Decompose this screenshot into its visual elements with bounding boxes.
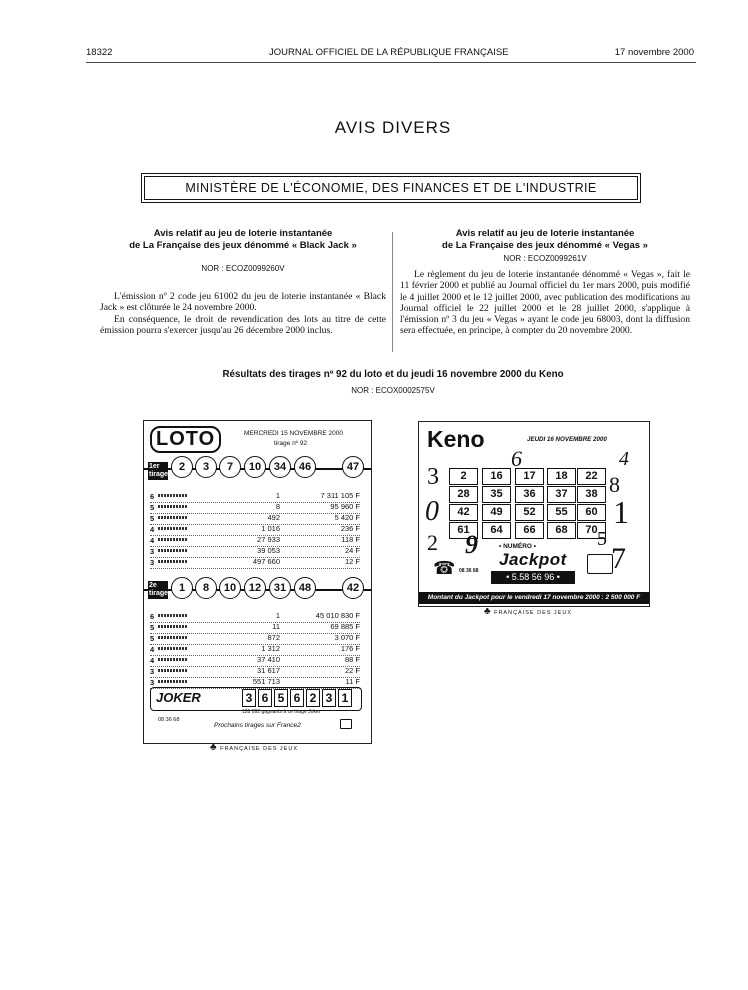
tirage2-ball: 31 <box>269 577 291 599</box>
keno-footer: Montant du Jackpot pour le vendredi 17 novembre 2000 : 2 500 000 F <box>419 592 649 604</box>
keno-number: 22 <box>577 468 606 485</box>
jackpot-number: • 5.58 56 96 • <box>491 571 575 584</box>
row-gain: 45 010 830 F <box>315 611 360 620</box>
row-rank: 3 <box>150 678 155 687</box>
keno-number: 68 <box>547 522 576 539</box>
row-gain: 12 F <box>344 557 360 566</box>
header-date: 17 novembre 2000 <box>614 47 694 58</box>
tirage2-ball: 48 <box>294 577 316 599</box>
row-gain: 69 885 F <box>330 622 360 631</box>
keno-number: 52 <box>515 504 544 521</box>
row-gain: 22 F <box>344 666 360 675</box>
row-label <box>158 625 188 628</box>
phone-icon: ☎ <box>433 558 456 578</box>
decorative-numeral: 4 <box>619 448 629 470</box>
joker-digit: 6 <box>290 689 304 707</box>
row-gain: 236 F <box>340 524 360 533</box>
keno-phone: 08 36 68 <box>459 568 479 574</box>
keno-number: 36 <box>515 486 544 503</box>
row-label <box>158 680 188 683</box>
tirage1-ball: 46 <box>294 456 316 478</box>
right-notice-title-1: Avis relatif au jeu de loterie instantanée <box>455 228 635 239</box>
keno-number: 16 <box>482 468 511 485</box>
decorative-numeral: 9 <box>465 530 478 559</box>
keno-logo: Keno <box>427 426 485 452</box>
keno-number: 18 <box>547 468 576 485</box>
row-rank: 6 <box>150 612 155 621</box>
row-label <box>158 614 188 617</box>
loto-date: MERCREDI 15 NOVEMBRE 2000 <box>244 430 343 437</box>
header-rule <box>86 62 696 63</box>
row-rank: 3 <box>150 667 155 676</box>
loto-brand <box>210 742 298 753</box>
row-gain: 7 311 105 F <box>320 491 360 500</box>
keno-number: 42 <box>449 504 478 521</box>
row-winners: 31 617 <box>257 666 280 675</box>
right-notice-nor: NOR : ECOZ0099261V <box>503 254 587 263</box>
row-winners: 1 <box>275 611 280 620</box>
ministry-title: MINISTÈRE DE L'ÉCONOMIE, DES FINANCES ET DE L'INDUSTRIE <box>185 181 597 195</box>
tirage2-rows <box>144 611 371 691</box>
tirage2-ball: 1 <box>171 577 193 599</box>
decorative-numeral: 2 <box>427 530 438 555</box>
row-gain: 24 F <box>344 546 360 555</box>
loto-card <box>143 420 372 744</box>
row-winners: 551 713 <box>252 677 280 686</box>
loto-logo: LOTO <box>150 426 221 453</box>
row-rank: 6 <box>150 492 155 501</box>
row-winners: 27 933 <box>257 535 280 544</box>
screen-icon <box>340 719 352 729</box>
keno-card <box>418 421 650 607</box>
result-row <box>150 557 360 569</box>
keno-number: 28 <box>449 486 478 503</box>
keno-number: 64 <box>482 522 511 539</box>
joker-digit: 5 <box>274 689 288 707</box>
decorative-numeral: 3 <box>427 464 439 490</box>
row-rank: 3 <box>150 547 155 556</box>
tirage2-ball: 8 <box>195 577 217 599</box>
tirage1-ball: 2 <box>171 456 193 478</box>
results-nor: NOR : ECOX0002575V <box>351 386 435 395</box>
row-rank: 4 <box>150 645 155 654</box>
decorative-numeral: 5 <box>597 528 607 550</box>
decorative-numeral: 1 <box>613 494 629 530</box>
keno-date: JEUDI 16 NOVEMBRE 2000 <box>527 436 607 443</box>
row-label <box>158 658 188 661</box>
keno-number: 38 <box>577 486 606 503</box>
tirage1-ball: 10 <box>244 456 266 478</box>
keno-number: 37 <box>547 486 576 503</box>
row-label <box>158 527 188 530</box>
row-rank: 5 <box>150 514 155 523</box>
joker-digit: 3 <box>322 689 336 707</box>
row-label <box>158 494 188 497</box>
row-rank: 4 <box>150 656 155 665</box>
tirage1-label: 1er tirage <box>149 463 169 478</box>
keno-number: 61 <box>449 522 478 539</box>
row-rank: 5 <box>150 623 155 632</box>
row-label <box>158 636 188 639</box>
row-winners: 1 312 <box>261 644 280 653</box>
row-rank: 5 <box>150 634 155 643</box>
row-gain: 11 F <box>345 677 360 686</box>
keno-number: 2 <box>449 468 478 485</box>
row-winners: 37 410 <box>257 655 280 664</box>
left-notice-body <box>100 291 386 336</box>
left-notice-nor: NOR : ECOZ0099260V <box>201 264 285 273</box>
loto-brand-label: FRANÇAISE DES JEUX <box>220 746 298 752</box>
decorative-numeral: 7 <box>611 542 626 575</box>
row-gain: 118 F <box>341 535 360 544</box>
right-notice <box>400 228 690 337</box>
row-gain: 3 070 F <box>334 633 360 642</box>
row-gain: 176 F <box>340 644 360 653</box>
row-label <box>158 505 188 508</box>
row-gain: 88 F <box>344 655 360 664</box>
numero-label: • NUMÉRO • <box>499 543 537 550</box>
row-rank: 5 <box>150 503 155 512</box>
row-winners: 492 <box>267 513 280 522</box>
left-notice-title-1: Avis relatif au jeu de loterie instantanée <box>153 228 333 239</box>
keno-number: 70 <box>577 522 606 539</box>
right-notice-para-1: Le règlement du jeu de loterie instantanée dénommé « Vegas », fait le 11 février 2000 et publié au Journal officiel du 1er mars 2000, puis modifié le 4 juillet 2000 et le 12 juillet 2000, avec publication des modifications au Journal officiel le 22 juillet 2000 et le 28 juillet 2000, s'applique à l'émission nº 3 du jeu « Vegas » ayant le code jeu 68003, dont la diffusion sera effectuée, en principe, à compter du 20 novembre 2000. <box>400 269 690 337</box>
keno-number: 17 <box>515 468 544 485</box>
decorative-numeral: 6 <box>511 446 522 471</box>
screen-icon <box>587 554 613 574</box>
page-number: 18322 <box>86 47 113 58</box>
loto-draw: tirage nº 92 <box>274 440 308 447</box>
joker-note: 128 092 gagnants à ce tirage Joker <box>242 709 321 715</box>
left-notice-title-2: de La Française des jeux dénommé « Black Jack » <box>129 240 357 251</box>
clover-icon: ♣ <box>484 606 492 617</box>
decorative-numeral: 0 <box>425 496 439 527</box>
row-winners: 39 053 <box>257 546 280 555</box>
keno-number: 66 <box>515 522 544 539</box>
section-title: AVIS DIVERS <box>334 118 452 137</box>
keno-number: 49 <box>482 504 511 521</box>
row-winners: 1 016 <box>261 524 280 533</box>
joker-logo: JOKER <box>156 690 201 705</box>
loto-phone: 08 36 68 <box>158 717 180 723</box>
row-winners: 872 <box>267 633 280 642</box>
row-rank: 3 <box>150 558 155 567</box>
row-label <box>158 647 188 650</box>
joker-digit: 2 <box>306 689 320 707</box>
keno-number: 60 <box>577 504 606 521</box>
joker-digit: 6 <box>258 689 272 707</box>
tirage2-ball: 12 <box>244 577 266 599</box>
left-notice <box>100 228 386 336</box>
decorative-numeral: 8 <box>609 472 620 497</box>
tirage1-ball: 7 <box>219 456 241 478</box>
row-label <box>158 516 188 519</box>
results-title: Résultats des tirages nº 92 du loto et du jeudi 16 novembre 2000 du Keno <box>222 369 564 380</box>
row-rank: 4 <box>150 525 155 534</box>
row-label <box>158 538 188 541</box>
row-label <box>158 669 188 672</box>
tirage2-ball: 10 <box>219 577 241 599</box>
ministry-box <box>144 176 638 200</box>
row-gain: 5 420 F <box>334 513 360 522</box>
tirage1-rows <box>144 491 371 571</box>
tirage2-label: 2e tirage <box>149 582 169 597</box>
tirage1-ball: 3 <box>195 456 217 478</box>
jackpot-logo: Jackpot <box>499 550 567 569</box>
keno-brand <box>484 606 572 617</box>
row-label <box>158 560 188 563</box>
right-notice-body <box>400 269 690 337</box>
joker-digit: 3 <box>242 689 256 707</box>
row-gain: 95 960 F <box>330 502 360 511</box>
row-winners: 497 660 <box>252 557 280 566</box>
column-divider <box>392 232 393 352</box>
journal-title: JOURNAL OFFICIEL DE LA RÉPUBLIQUE FRANÇAISE <box>269 47 509 58</box>
tirage2-complementary: 42 <box>342 577 364 599</box>
tirage1-ball: 34 <box>269 456 291 478</box>
row-winners: 11 <box>272 622 280 631</box>
left-notice-para-1: L'émission nº 2 code jeu 61002 du jeu de loterie instantanée « Black Jack » est clôturée le 24 novembre 2000. <box>100 291 386 314</box>
clover-icon: ♣ <box>210 742 218 753</box>
row-rank: 4 <box>150 536 155 545</box>
loto-footer: Prochains tirages sur France2 <box>214 722 301 729</box>
right-notice-title-2: de La Française des jeux dénommé « Vegas » <box>442 240 648 251</box>
left-notice-para-2: En conséquence, le droit de revendication des lots au titre de cette émission pourra s'exercer jusqu'au 26 décembre 2000 inclus. <box>100 313 386 336</box>
keno-number: 35 <box>482 486 511 503</box>
keno-brand-label: FRANÇAISE DES JEUX <box>494 610 572 616</box>
row-winners: 8 <box>275 502 280 511</box>
row-winners: 1 <box>275 491 280 500</box>
tirage1-complementary: 47 <box>342 456 364 478</box>
keno-number: 55 <box>547 504 576 521</box>
row-label <box>158 549 188 552</box>
joker-digit: 1 <box>338 689 352 707</box>
